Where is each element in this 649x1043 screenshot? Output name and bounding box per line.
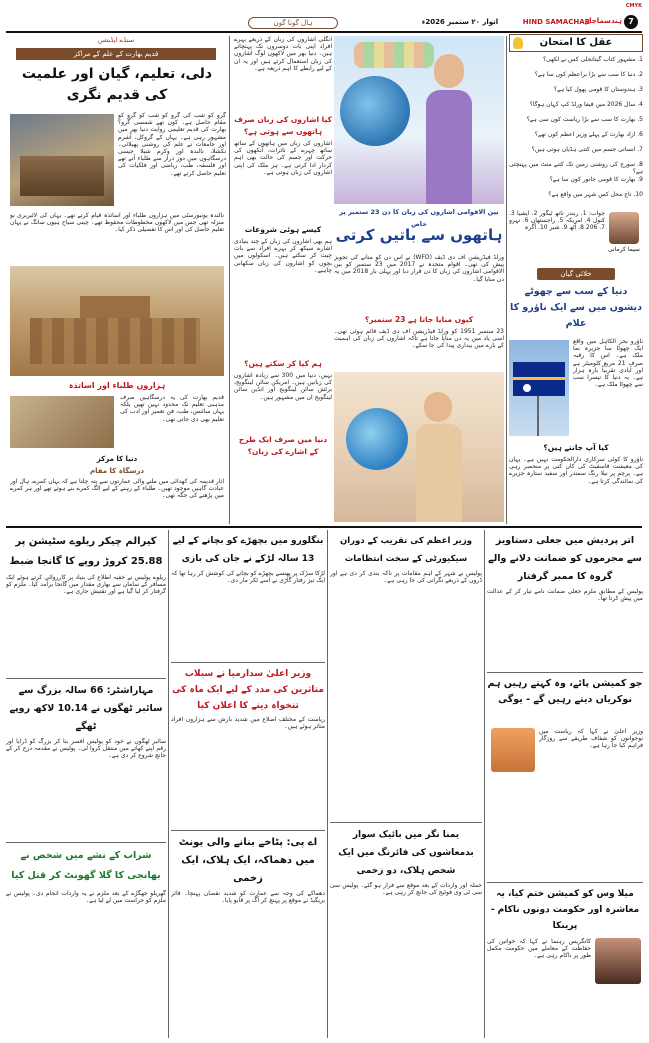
center-body-6: نہیں، دنیا میں 300 سے زیادہ اشاروں کی زبانیں ہیں۔ امریکن سائن لینگویج، برٹش سائن لینگویج اور انڈین سائن لینگویج ان میں مشہور ہیں۔ — [234, 372, 332, 401]
space-subhead: کیا آپ جانتے ہیں؟ — [543, 443, 609, 452]
brand-urdu: ہندسماچار — [585, 17, 622, 25]
brand-latin: HIND SAMACHAR — [522, 18, 590, 26]
masthead — [0, 0, 649, 34]
news-2-body: سائبر ٹھگوں نے خود کو پولیس افسر بتا کر بزرگ کو ڈرایا اور رقم اپنے کھاتے میں منتقل کروا لی۔ پولیس نے مقدمہ درج کر کے جانچ شروع کر دی ہے۔ — [6, 738, 166, 760]
news-10-headline: جو کمیشن پائے، وہ کہتے رہیں ہم نوکریاں دیتے رہیں گے - یوگی — [487, 678, 643, 705]
feature-subhead-1: ہزاروں طلباء اور اساتذہ — [68, 381, 166, 390]
center-banner: بین الاقوامی اشاروں کی زبان کا دن 23 ستمبر پر خاص — [339, 208, 499, 228]
hero-photo — [334, 36, 504, 204]
author-avatar — [609, 212, 639, 244]
news-7-headline: وزیر اعظم کی تقریب کے دوران سیکیورٹی کے سخت انتظامات — [339, 536, 473, 564]
feature-body-3: قدیم بھارت کی یہ درسگاہیں صرف مذہبی تعلیم تک محدود نہیں تھیں بلکہ یہاں سائنس، طب، فن تعمیر اور ادب کی تعلیم بھی دی جاتی تھی۔ — [120, 394, 224, 423]
feature-body-4: آثار قدیمہ کی کھدائی میں ملنے والی عمارتوں سے پتہ چلتا ہے کہ یہاں کمرے، ہال اور عبادت گاہیں موجود تھیں۔ طلباء کے رہنے کے لیے الگ کمرے بنے ہوئے تھے اور ہر کمرے میں پڑھنے کی جگہ تھی۔ — [10, 478, 224, 500]
quiz-answers: جواب: 1. ربندر ناتھ ٹیگور 2. ایشیا 3. کنول 4. امریکہ 5. راجستھان 6. نہرو 7. 206 8. آٹھ 9. شیر 10. آگرہ — [509, 210, 605, 232]
feature-subhead-3: درسگاہ کا مقام — [89, 467, 144, 475]
col-divider-1 — [229, 36, 230, 524]
quiz-q2: 2. دنیا کا سب سے بڑا براعظم کون سا ہے؟ — [534, 71, 643, 78]
center-q2: کیسے ہوئی شروعات — [244, 225, 322, 234]
center-q1: کیا اشاروں کی زبان صرف ہاتھوں سے ہوتی ہے؟ — [234, 115, 332, 136]
feature-kicker: قدیم بھارت کے علم کے مراکز — [16, 48, 216, 60]
center-body-5: ہم بھی اشاروں کی زبان کے چند بنیادی اشارے سیکھ کر بہرے افراد سے بات چیت کر سکتے ہیں۔ اسکولوں میں بچوں کو اشاروں کی زبان سکھانی چاہیے۔ — [234, 238, 332, 274]
news-1-body: ریلوے پولیس نے خفیہ اطلاع کی بنیاد پر کارروائی کرتے ہوئے ایک مسافر کے سامان سے بھاری مقدار میں گانجا برآمد کیا۔ ملزم کو گرفتار کر لیا گیا ہے اور تفتیش جاری ہے۔ — [6, 574, 166, 596]
quiz-q3: 3. ہندوستان کا قومی پھول کیا ہے؟ — [553, 86, 643, 93]
space-tag: خلائی گیان — [537, 268, 615, 280]
center-headline: ہاتھوں سے باتیں کرتی — [335, 226, 503, 244]
news-3-headline: شراب کے نشے میں شخص نے بھانجی کا گلا گھونٹ کر قتل کیا — [11, 850, 161, 881]
news-col-3 — [330, 530, 482, 1038]
issue-date: اتوار ۲۰ ستمبر 2026ء — [421, 18, 499, 26]
fold-rule — [6, 526, 642, 528]
col-divider-4 — [327, 530, 328, 1038]
quiz-q4: 4. سال 2026 میں فیفا ورلڈ کپ کہاں ہوگا؟ — [529, 101, 643, 108]
center-body-4: 23 ستمبر 1951 کو ورلڈ فیڈریشن آف دی ڈیف قائم ہوئی تھی۔ اسی یاد میں یہ دن منایا جاتا ہے تاکہ اشاروں کی زبان کی اہمیت کے بارے میں بیداری پیدا کی جا سکے۔ — [334, 328, 504, 350]
news-7-body: پولیس نے شہر کے اہم مقامات پر ناکہ بندی کر دی ہے اور ڈرون کے ذریعے نگرانی کی جا رہی ہے۔ — [330, 570, 482, 585]
quiz-q8: 8. سورج کی روشنی زمین تک کتنے منٹ میں پہنچتی ہے؟ — [509, 161, 643, 176]
section-label: ہال گونا گون — [248, 17, 338, 29]
cmyk-mark: CMYK — [625, 3, 642, 9]
space-body-1: ناؤرو بحر الکاہل میں واقع ایک چھوٹا سا جزیرہ نما ملک ہے۔ اس کا رقبہ صرف 21 مربع کلومیٹر ہے اور آبادی تقریباً بارہ ہزار ہے۔ یہ دنیا کا تیسرا سب سے چھوٹا ملک ہے۔ — [573, 338, 643, 389]
quiz-q1: 1. مشہور کتاب گیتانجلی کس نے لکھی؟ — [542, 56, 643, 63]
news-5-body: ریاست کے مختلف اضلاع میں شدید بارش سے ہزاروں افراد متاثر ہوئے ہیں۔ — [171, 716, 325, 731]
news-8-headline: یمنا نگر میں بائیک سوار بدمعاشوں کی فائرنگ میں ایک شخص ہلاک، دو زخمی — [338, 830, 474, 876]
col-divider-2 — [506, 36, 507, 524]
news-4-body: لڑکا سڑک پر پھنسے بچھڑے کو بچانے کی کوشش کر رہا تھا کہ ایک تیز رفتار گاڑی نے اسے ٹکر مار دی۔ — [171, 570, 325, 585]
quiz-q9: 9. بھارت کا قومی جانور کون سا ہے؟ — [549, 176, 643, 183]
feature-body-2: نالندہ یونیورسٹی میں ہزاروں طلباء اور اساتذہ قیام کرتے تھے۔ یہاں کی لائبریری نو منزلہ تھی جس میں لاکھوں مخطوطات محفوظ تھے۔ چینی سیاح ہیون سانگ نے یہاں تعلیم حاصل کی اور اس کا تفصیلی ذکر کیا۔ — [10, 212, 224, 234]
second-photo — [334, 372, 504, 522]
quiz-title: عقل کا امتحان — [509, 34, 643, 52]
news-5-headline: وزیر اعلیٰ سدارمیا نے سیلاب متاثرین کی مدد کے لیے ایک ماہ کی تنخواہ دینے کا اعلان کیا — [172, 669, 324, 711]
space-headline: دنیا کے سب سے چھوٹے دیشوں میں سے ایک ناؤرو کا علام — [510, 286, 642, 329]
feature-body: گرو کو شب کی گرو کو شب کو گرو کو مقام حاصل ہے۔ کون تھے شمسی گرو؟ بھارت کی قدیم تعلیمی روایت دنیا بھر میں مشہور رہی ہے۔ یہاں کے گروکل، آشرم اور جامعات نے علم کی روشنی پھیلائی۔ تکشلا، نالندہ اور وکرم شیلا جیسی درسگاہوں میں دور دراز سے طلباء آتے تھے اور فلسفہ، طب، ریاضی اور فلکیات کی تعلیم حاصل کرتے تھے۔ — [118, 112, 226, 177]
news-2-headline: مہاراشٹر: 66 سالہ بزرگ سے سائبر ٹھگوں نے 10.14 لاکھ روپے ٹھگے — [9, 685, 163, 732]
news-6-body: دھماکے کی وجہ سے عمارت کو شدید نقصان پہنچا۔ فائر بریگیڈ نے موقع پر پہنچ کر آگ پر قابو پایا۔ — [171, 890, 325, 905]
quiz-q10: 10. تاج محل کس شہر میں واقع ہے؟ — [548, 191, 643, 198]
globe-graphic — [340, 76, 410, 146]
feature-headline: دلی، تعلیم، گیان اور علمیت کی قدیم نگری — [21, 66, 213, 103]
news-col-1 — [6, 530, 166, 1038]
center-body-2: اشاروں کی زبان میں ہاتھوں کے ساتھ ساتھ چہرے کے تاثرات، آنکھوں کی حرکت اور جسم کی حالت بھی اہم کردار ادا کرتی ہے۔ ہر ملک کی اپنی اشاروں کی زبان ہوتی ہے۔ — [234, 140, 332, 176]
quiz-q5: 5. بھارت کا سب سے بڑا ریاست کون سی ہے؟ — [526, 116, 643, 123]
news-11-body: کانگریس رہنما نے کہا کہ خواتین کی حفاظت کے معاملے میں حکومت مکمل طور پر ناکام رہی ہے۔ — [487, 938, 591, 960]
priyanka-photo — [595, 938, 641, 984]
feature-photo-small — [10, 396, 114, 448]
girl-figure — [418, 54, 478, 204]
left-feature — [6, 34, 228, 524]
news-4-headline: بنگلورو میں بچھڑے کو بچانے کے لیے 13 سالہ لڑکے نے جان کی بازی — [172, 536, 324, 564]
nauru-flag — [509, 340, 569, 436]
news-col-2 — [171, 530, 325, 1038]
space-box — [509, 268, 643, 524]
quiz-q7: 7. انسانی جسم میں کتنی ہڈیاں ہوتی ہیں؟ — [531, 146, 643, 153]
center-feature — [232, 34, 504, 524]
quiz-box — [509, 34, 643, 264]
feature-subhead-2: دنیا کا مرکز — [96, 455, 138, 463]
col-divider-3 — [168, 530, 169, 1038]
news-3-body: گھریلو جھگڑے کے بعد ملزم نے یہ واردات انجام دی۔ پولیس نے ملزم کو حراست میں لے لیا ہے۔ — [6, 890, 166, 905]
news-9-headline: اتر پردیش میں جعلی دستاویز سے مجرموں کو ضمانت دلانے والے گروہ کا ممبر گرفتار — [488, 535, 642, 582]
news-9-body: پولیس کے مطابق ملزم جعلی ضمانت نامے تیار کر کے عدالت میں پیش کرتا تھا۔ — [487, 588, 643, 603]
news-10-body: وزیر اعلیٰ نے کہا کہ ریاست میں نوجوانوں کو شفاف طریقے سے روزگار فراہم کیا جا رہا ہے۔ — [539, 728, 643, 750]
page-number: 7 — [624, 15, 638, 29]
space-body-2: ناؤرو کا کوئی سرکاری دارالحکومت نہیں ہے۔ یہاں کی معیشت فاسفیٹ کی کان کنی پر منحصر رہی ہے۔ پرچم پر نیلا رنگ سمندر اور سفید ستارہ جزیرے کی نمائندگی کرتا ہے۔ — [509, 456, 643, 485]
news-8-body: حملہ آور واردات کے بعد موقع سے فرار ہو گئے۔ پولیس سی سی ٹی وی فوٹیج کی جانچ کر رہی ہے۔ — [330, 882, 482, 897]
masthead-rule — [6, 31, 642, 33]
quiz-q6: 6. آزاد بھارت کے پہلے وزیر اعظم کون تھے؟ — [534, 131, 643, 138]
center-body-1: انگلی اشاروں کی زبان کے ذریعے بہرے افراد اپنی بات دوسروں تک پہنچاتے ہیں۔ دنیا بھر میں لاکھوں لوگ اشاروں کی زبان استعمال کرتے ہیں اور یہ ان کے لیے رابطے کا اہم ذریعہ ہے۔ — [234, 36, 332, 72]
feature-photo-ruins — [10, 266, 224, 376]
news-1-headline: کیرالم چیکر ریلوے سٹیشن پر 25.88 کروڑ روپے کا گانجا ضبط — [9, 536, 163, 567]
sunday-tag: سنڈے ایڈیشن — [97, 36, 135, 44]
bulb-icon — [513, 37, 523, 49]
news-col-4 — [487, 530, 643, 1038]
center-q3: کیوں منایا جاتا ہے 23 ستمبر؟ — [364, 315, 474, 324]
yogi-photo — [491, 728, 535, 772]
center-q4: ہم کیا کر سکتے ہیں؟ — [244, 359, 322, 368]
news-6-headline: اے پی: پٹاخے بنانے والی یونٹ میں دھماکہ، ایک ہلاک، ایک زخمی — [178, 837, 318, 884]
feature-photo-top — [10, 114, 114, 206]
news-11-headline: میلا وس کو کمیشن ختم کیا، یہ معاشرہ اور حکومت دونوں ناکام - پرینکا — [490, 889, 640, 931]
col-divider-5 — [484, 530, 485, 1038]
quiz-byline: سیما کرمانی — [608, 246, 640, 253]
center-body-3: ورلڈ فیڈریشن آف دی ڈیف (WFD) نے اس دن کو منانے کی تجویز پیش کی تھی۔ اقوام متحدہ نے 2017 میں 23 ستمبر کو بین الاقوامی اشاروں کی زبان کا دن قرار دیا اور پہلی بار 2018 میں یہ دن منایا گیا۔ — [334, 254, 504, 283]
center-q5: دنیا میں صرف ایک طرح کے اشارے کی زبان؟ — [238, 435, 328, 456]
